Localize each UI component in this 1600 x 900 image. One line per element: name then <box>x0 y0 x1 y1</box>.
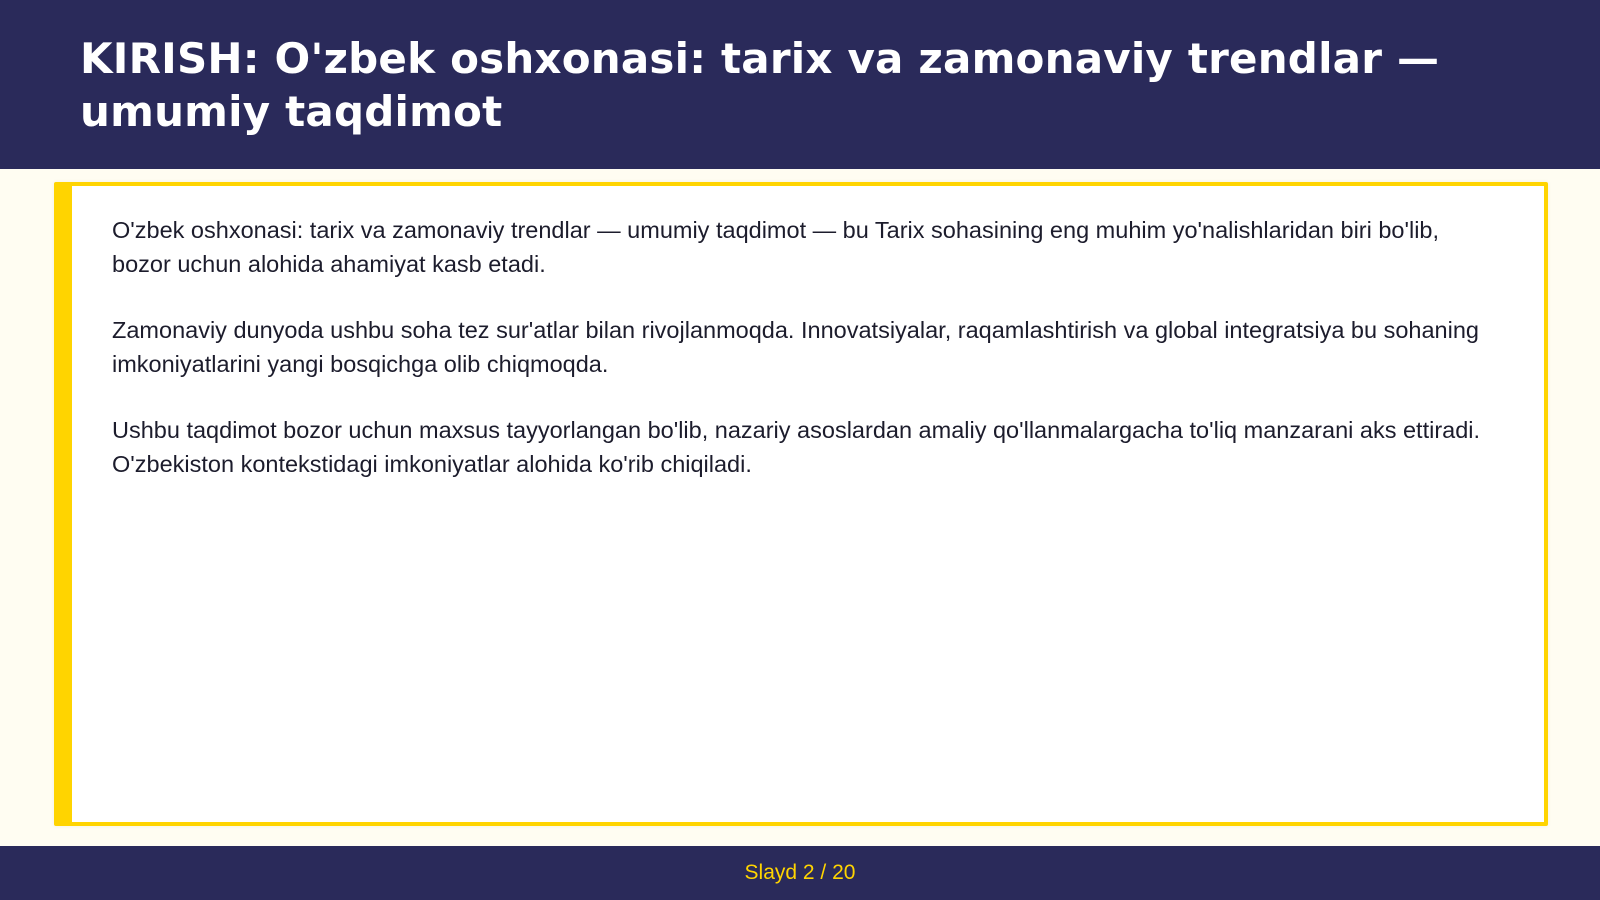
modern-trends-paragraph: Zamonaviy dunyoda ushbu soha tez sur'atlar bilan rivojlanmoqda. Innovatsiyalar, raqamlashtirish va global integratsiya bu sohaning imkoniyatlarini yangi bosqichga olib chiqmoqda. <box>112 317 1479 377</box>
slide-header <box>0 0 1600 169</box>
presentation-scope-paragraph: Ushbu taqdimot bozor uchun maxsus tayyorlangan bo'lib, nazariy asoslardan amaliy qo'llanmalargacha to'liq manzarani aks ettiradi. O'zbekiston kontekstidagi imkoniyatlar alohida ko'rib chiqiladi. <box>112 417 1481 477</box>
slide-footer <box>0 846 1600 900</box>
slide-counter: Slayd 2 / 20 <box>744 861 856 884</box>
content-card <box>54 182 1548 826</box>
slide-title: KIRISH: O'zbek oshxonasi: tarix va zamonaviy trendlar — umumiy taqdimot <box>80 34 1440 136</box>
intro-paragraph: O'zbek oshxonasi: tarix va zamonaviy trendlar — umumiy taqdimot — bu Tarix sohasining eng muhim yo'nalishlaridan biri bo'lib, bozor uchun alohida ahamiyat kasb etadi. <box>112 217 1440 277</box>
